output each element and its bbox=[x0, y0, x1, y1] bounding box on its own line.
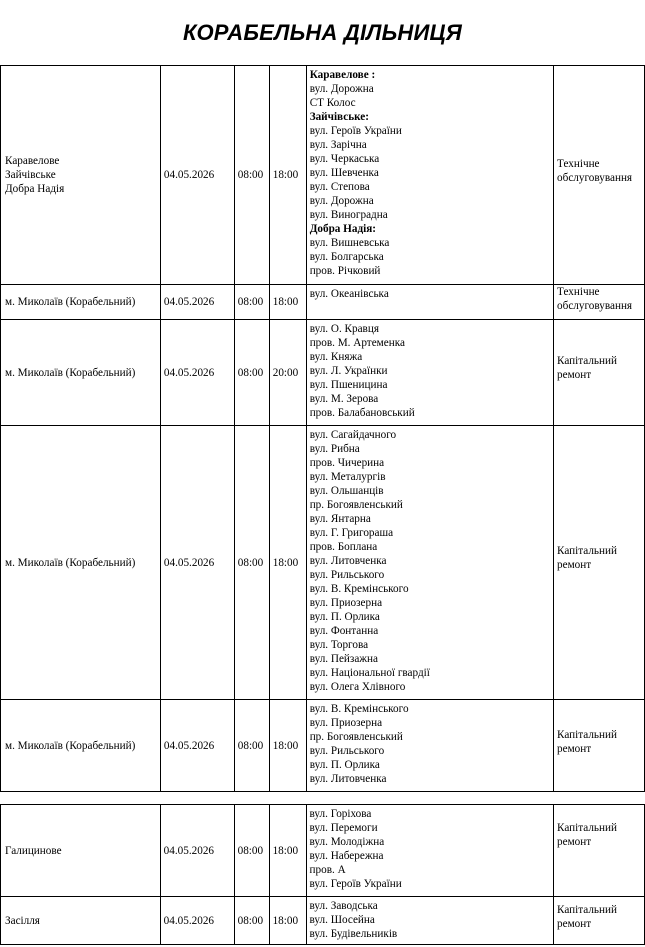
street-item: вул. Національної гвардії bbox=[309, 667, 430, 679]
street-item: вул. Вишневська bbox=[309, 237, 390, 249]
street-item: вул. Сагайдачного bbox=[309, 429, 397, 441]
end-time-cell: 18:00 bbox=[269, 700, 306, 792]
work-type-cell bbox=[554, 285, 645, 320]
work-type-line: Капітальний bbox=[557, 729, 617, 741]
street-item: вул. Л. Українки bbox=[309, 365, 388, 377]
work-type-line: обслуговування bbox=[557, 172, 633, 184]
street-item: пров. Балабановський bbox=[309, 407, 415, 419]
end-time-cell: 18:00 bbox=[269, 426, 306, 700]
table-row bbox=[1, 285, 645, 320]
work-type-cell bbox=[554, 320, 645, 426]
street-item: вул. Заводська bbox=[309, 900, 378, 912]
street-item: вул. Литовченка bbox=[309, 773, 387, 785]
start-time-cell: 08:00 bbox=[234, 700, 269, 792]
start-time-cell: 08:00 bbox=[234, 320, 269, 426]
location-line: м. Миколаїв (Корабельний) bbox=[5, 366, 136, 379]
street-item: пр. Богоявленський bbox=[309, 731, 403, 743]
street-item: вул. Рильського bbox=[309, 745, 385, 757]
street-item: пров. Боплана bbox=[309, 541, 378, 553]
street-item: пр. Богоявленський bbox=[309, 499, 403, 511]
street-item: Каравелове : bbox=[309, 69, 376, 81]
work-type-line: Капітальний bbox=[557, 355, 617, 367]
location-cell bbox=[1, 897, 161, 945]
date-cell: 04.05.2026 bbox=[160, 426, 234, 700]
street-item: вул. В. Кремінського bbox=[309, 583, 409, 595]
location-line: м. Миколаїв (Корабельний) bbox=[5, 739, 136, 752]
street-item: вул. Рильського bbox=[309, 569, 385, 581]
date-cell: 04.05.2026 bbox=[160, 700, 234, 792]
location-line: Зайчівське bbox=[5, 169, 56, 181]
date-cell: 04.05.2026 bbox=[160, 285, 234, 320]
location-cell bbox=[1, 285, 161, 320]
street-item: вул. О. Кравця bbox=[309, 323, 379, 335]
outage-table-2 bbox=[0, 804, 645, 945]
street-item: вул. Рибна bbox=[309, 443, 360, 455]
date-cell: 04.05.2026 bbox=[160, 805, 234, 897]
start-time-cell: 08:00 bbox=[234, 66, 269, 285]
street-item: вул. Приозерна bbox=[309, 717, 383, 729]
streets-cell bbox=[306, 897, 554, 945]
street-item: вул. Г. Григораша bbox=[309, 527, 394, 539]
street-item: Добра Надія: bbox=[309, 223, 377, 235]
table-row bbox=[1, 426, 645, 700]
streets-cell bbox=[306, 700, 553, 792]
work-type-line: Технічне bbox=[557, 158, 600, 170]
street-item: вул. М. Зерова bbox=[309, 393, 379, 405]
street-item: вул. Степова bbox=[309, 181, 370, 193]
street-item: вул. Героїв України bbox=[309, 125, 402, 137]
street-item: СТ Колос bbox=[309, 97, 356, 109]
table-row bbox=[1, 66, 645, 285]
end-time-cell: 18:00 bbox=[269, 66, 306, 285]
work-type-cell bbox=[554, 66, 645, 285]
street-item: вул. Шосейна bbox=[309, 914, 375, 926]
street-item: вул. П. Орлика bbox=[309, 759, 380, 771]
street-item: пров. Річковий bbox=[309, 265, 381, 277]
work-type-cell bbox=[554, 897, 645, 945]
street-item: вул. Набережна bbox=[309, 850, 384, 862]
streets-cell bbox=[306, 285, 553, 320]
street-item: вул. Зарічна bbox=[309, 139, 367, 151]
location-line: Галицинове bbox=[5, 844, 62, 857]
street-item: вул. Фонтанна bbox=[309, 625, 379, 637]
location-line: Добра Надія bbox=[5, 183, 65, 195]
streets-cell bbox=[306, 66, 553, 285]
end-time-cell: 20:00 bbox=[269, 320, 306, 426]
street-item: вул. Дорожна bbox=[309, 83, 374, 95]
table-row bbox=[1, 897, 645, 945]
location-line: м. Миколаїв (Корабельний) bbox=[5, 296, 136, 308]
street-item: вул. Героїв України bbox=[309, 878, 402, 890]
street-item: пров. А bbox=[309, 864, 346, 876]
work-type-cell bbox=[554, 805, 645, 897]
street-item: пров. М. Артеменка bbox=[309, 337, 405, 349]
street-item: вул. Княжа bbox=[309, 351, 363, 363]
street-item: Зайчівське: bbox=[309, 111, 369, 123]
street-item: вул. Будівельників bbox=[309, 928, 398, 940]
date-cell: 04.05.2026 bbox=[160, 66, 234, 285]
streets-cell bbox=[306, 320, 553, 426]
street-item: вул. Торгова bbox=[309, 639, 369, 651]
location-cell bbox=[1, 700, 161, 792]
street-item: вул. Шевченка bbox=[309, 167, 379, 179]
start-time-cell: 08:00 bbox=[234, 285, 269, 320]
work-type-line: ремонт bbox=[557, 559, 592, 571]
street-item: вул. Олега Хлівного bbox=[309, 681, 406, 693]
start-time-cell: 08:00 bbox=[234, 805, 269, 897]
street-item: вул. Виноградна bbox=[309, 209, 388, 221]
start-time-cell: 08:00 bbox=[234, 426, 269, 700]
street-item: вул. Черкаська bbox=[309, 153, 380, 165]
work-type-cell bbox=[554, 700, 645, 792]
table-row bbox=[1, 320, 645, 426]
end-time-cell: 18:00 bbox=[269, 805, 306, 897]
table-row bbox=[1, 805, 645, 897]
street-item: пров. Чичерина bbox=[309, 457, 385, 469]
street-item: вул. Горіхова bbox=[309, 808, 372, 820]
page-title: КОРАБЕЛЬНА ДІЛЬНИЦЯ bbox=[183, 20, 462, 45]
street-item: вул. Океанівська bbox=[309, 288, 389, 300]
work-type-line: ремонт bbox=[557, 918, 592, 930]
street-item: вул. Ольшанців bbox=[309, 485, 384, 497]
work-type-line: обслуговування bbox=[557, 300, 633, 312]
location-cell bbox=[1, 320, 161, 426]
work-type-line: Капітальний bbox=[557, 822, 617, 834]
end-time-cell: 18:00 bbox=[269, 285, 306, 320]
work-type-line: ремонт bbox=[557, 743, 592, 755]
streets-cell bbox=[306, 426, 553, 700]
outage-table bbox=[0, 65, 645, 792]
work-type-line: ремонт bbox=[557, 836, 592, 848]
work-type-line: Технічне bbox=[557, 286, 600, 298]
work-type-line: Капітальний bbox=[557, 904, 617, 916]
date-cell: 04.05.2026 bbox=[160, 897, 234, 945]
street-item: вул. Перемоги bbox=[309, 822, 378, 834]
work-type-cell bbox=[554, 426, 645, 700]
street-item: вул. Металургів bbox=[309, 471, 386, 483]
location-line: Засілля bbox=[5, 914, 40, 927]
streets-cell bbox=[306, 805, 554, 897]
location-cell bbox=[1, 805, 161, 897]
work-type-line: Капітальний bbox=[557, 545, 617, 557]
street-item: вул. Пшеницина bbox=[309, 379, 388, 391]
location-line: м. Миколаїв (Корабельний) bbox=[5, 556, 136, 569]
street-item: вул. Дорожна bbox=[309, 195, 374, 207]
location-cell bbox=[1, 66, 161, 285]
street-item: вул. Пейзажна bbox=[309, 653, 378, 665]
street-item: вул. Болгарська bbox=[309, 251, 384, 263]
street-item: вул. В. Кремінського bbox=[309, 703, 409, 715]
date-cell: 04.05.2026 bbox=[160, 320, 234, 426]
location-line: Каравелове bbox=[5, 155, 60, 167]
location-cell bbox=[1, 426, 161, 700]
start-time-cell: 08:00 bbox=[234, 897, 269, 945]
street-item: вул. Приозерна bbox=[309, 597, 383, 609]
street-item: вул. П. Орлика bbox=[309, 611, 380, 623]
street-item: вул. Литовченка bbox=[309, 555, 387, 567]
end-time-cell: 18:00 bbox=[269, 897, 306, 945]
table-row bbox=[1, 700, 645, 792]
street-item: вул. Янтарна bbox=[309, 513, 371, 525]
work-type-line: ремонт bbox=[557, 369, 592, 381]
street-item: вул. Молодіжна bbox=[309, 836, 385, 848]
